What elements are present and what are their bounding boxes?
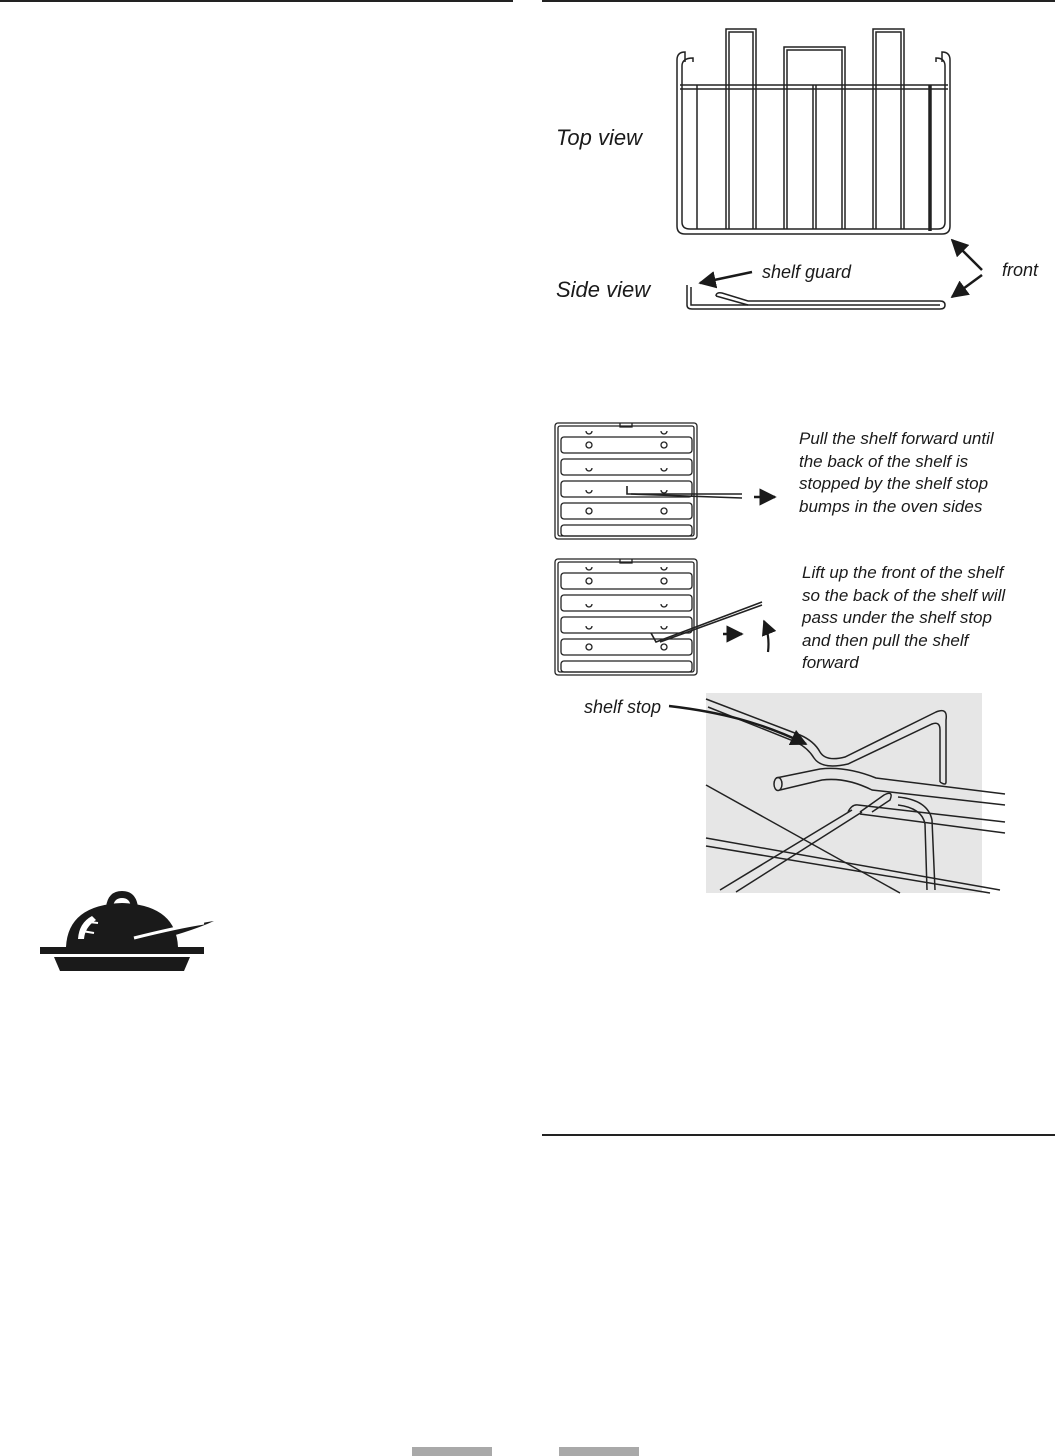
footer-page-tab-left [412, 1447, 492, 1456]
section-rule-right [542, 1134, 1055, 1136]
step2-line: so the back of the shelf will [802, 585, 1006, 605]
side-view-label: Side view [556, 277, 651, 302]
shelf-stop-label: shelf stop [584, 697, 662, 717]
step1-line: the back of the shelf is [799, 451, 969, 471]
step1-line: bumps in the oven sides [799, 496, 983, 516]
step2-line: forward [802, 653, 859, 672]
shelf-guard-label: shelf guard [762, 262, 852, 282]
step2-line: and then pull the shelf [802, 630, 969, 650]
step2-line: pass under the shelf stop [802, 608, 992, 627]
step1-line: stopped by the shelf stop [799, 474, 989, 493]
front-label: front [1002, 260, 1039, 280]
step2-line: Lift up the front of the shelf [802, 563, 1004, 582]
footer-page-tab-right [559, 1447, 639, 1456]
cloche-serving-dish-icon [38, 889, 208, 973]
step1-line: Pull the shelf forward until [799, 429, 994, 448]
top-view-label: Top view [556, 125, 643, 150]
